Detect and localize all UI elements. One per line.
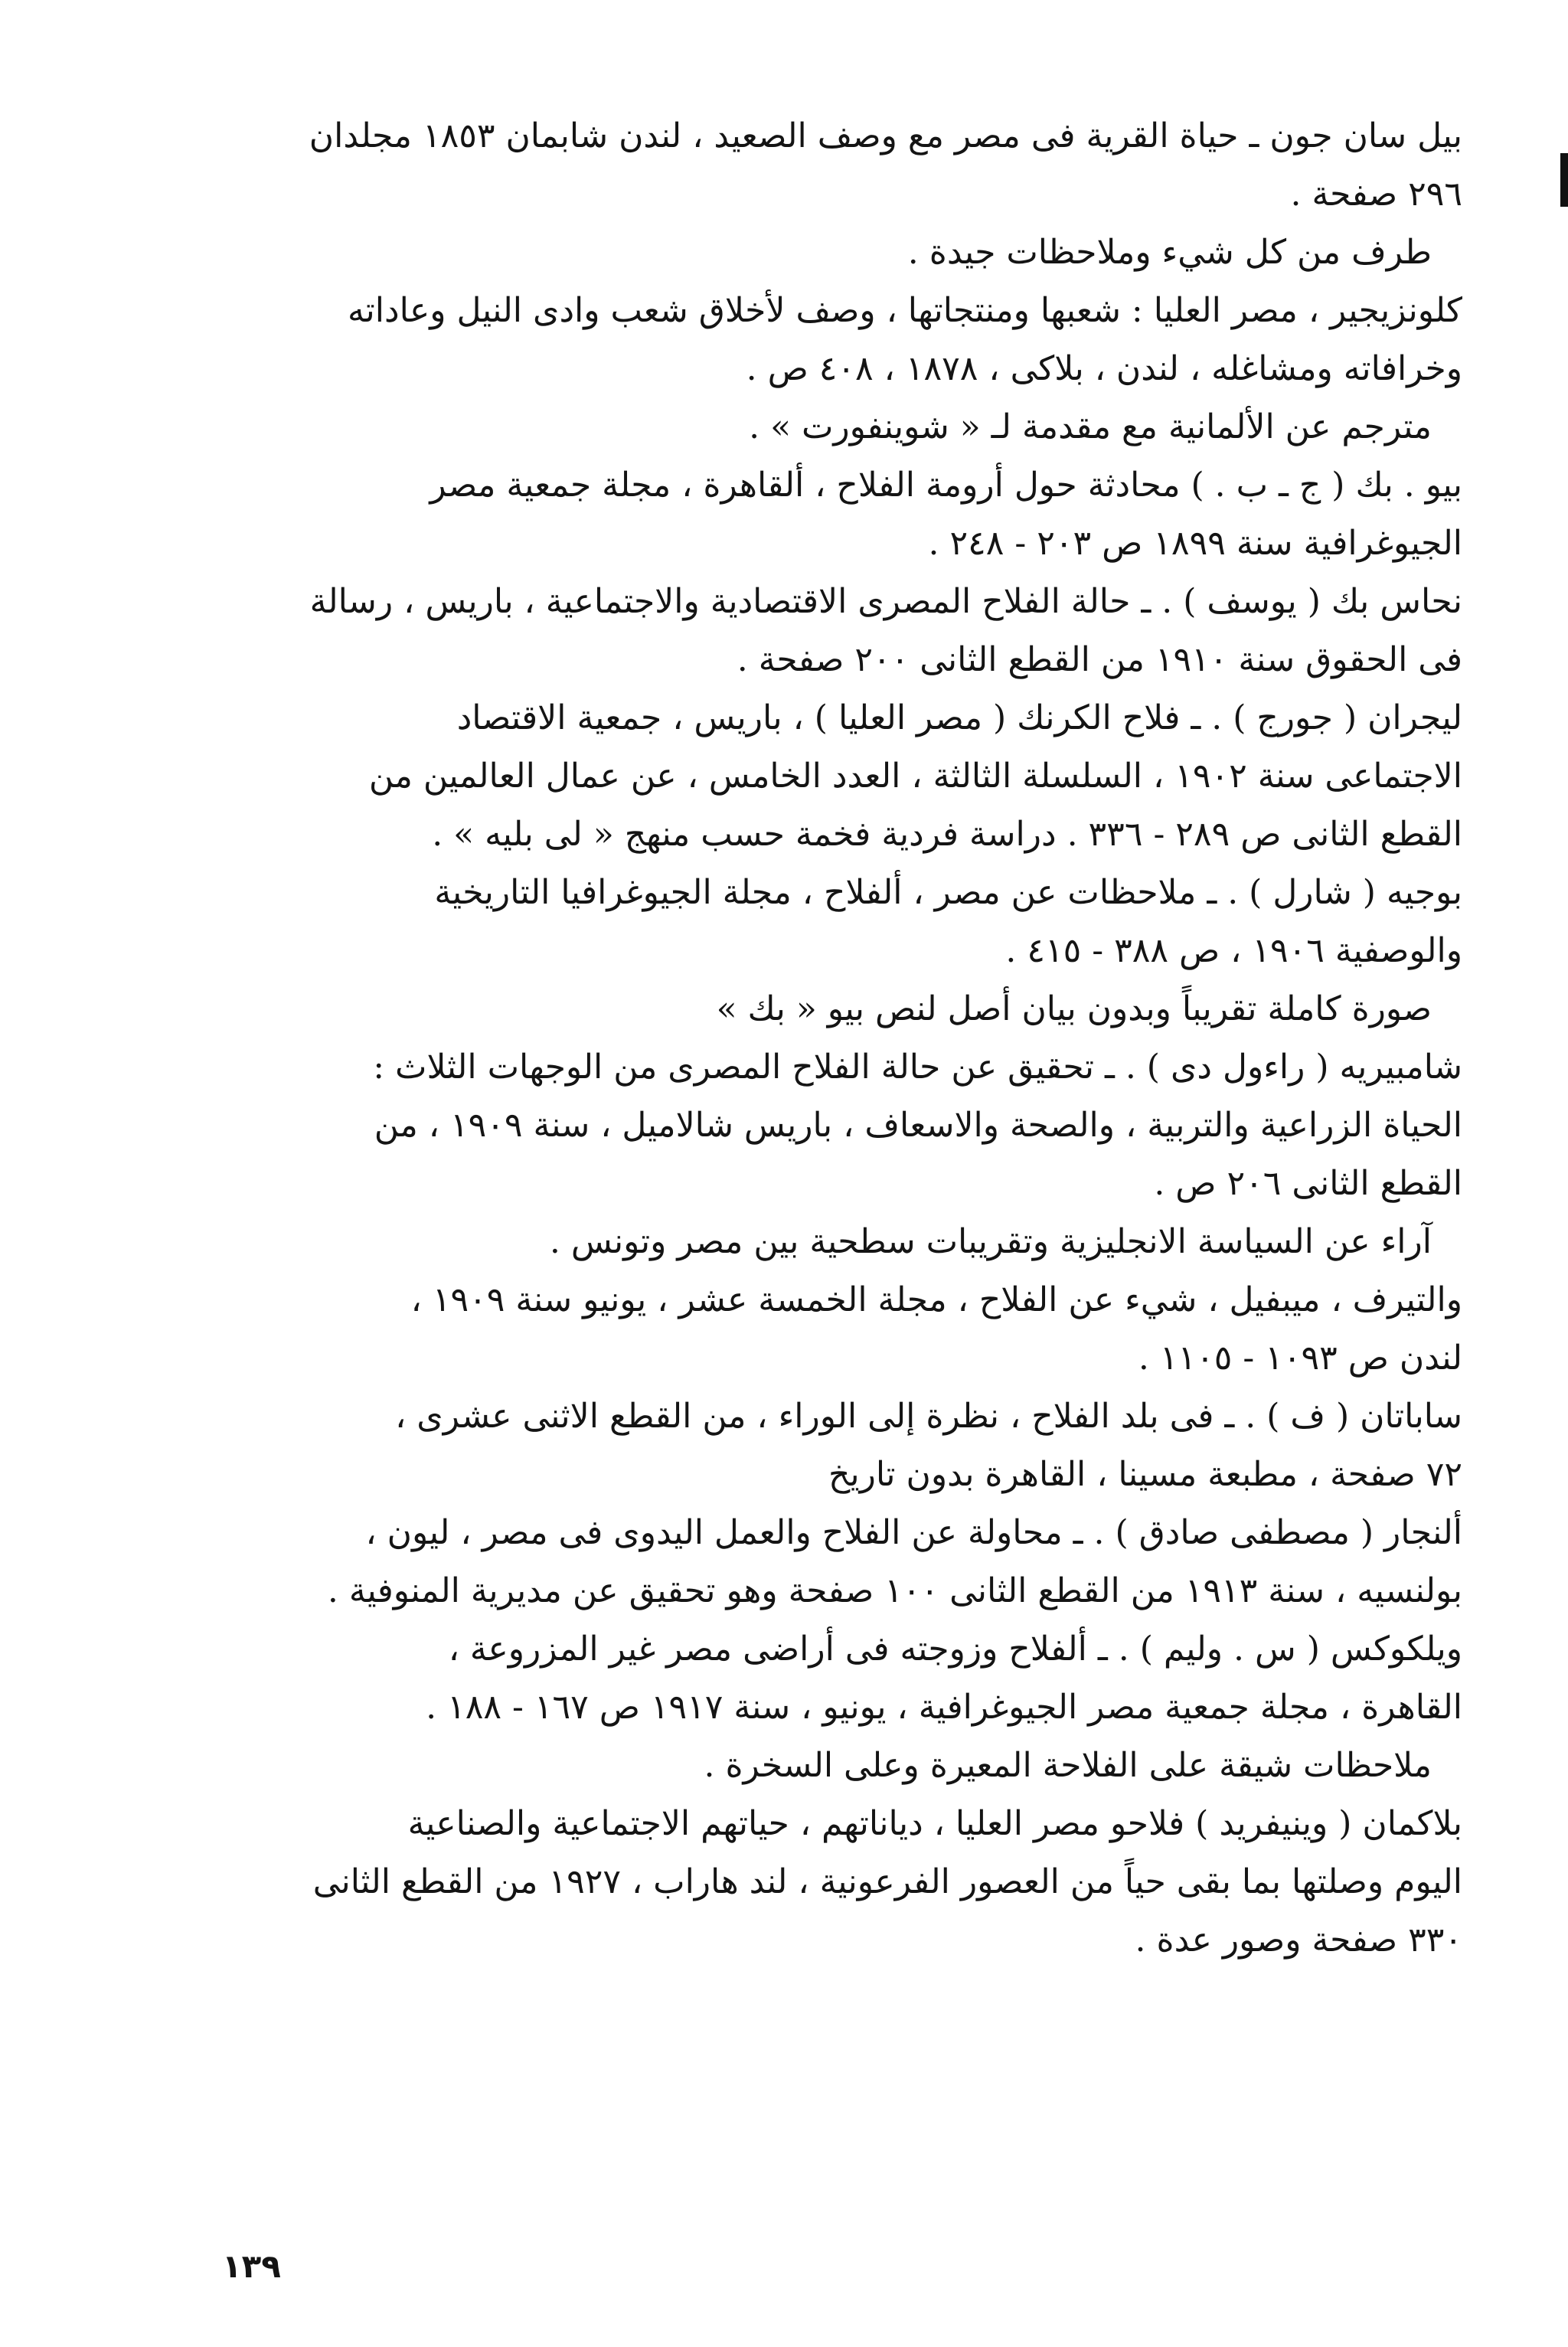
entry-line: بولنسيه ، سنة ١٩١٣ من القطع الثانى ١٠٠ صفحة وهو تحقيق عن مديرية المنوفية . [327,1571,1462,1610]
entry-line: الحياة الزراعية والتربية ، والصحة والاسعاف ، باريس شالاميل ، سنة ١٩٠٩ ، من [374,1106,1462,1145]
entry-line: بيو . بك ( ج ـ ب . ) محادثة حول أرومة الفلاح ، ألقاهرة ، مجلة جمعية مصر [430,466,1462,505]
entry-line: بيل سان جون ـ حياة القرية فى مصر مع وصف الصعيد ، لندن شابمان ١٨٥٣ مجلدان [309,116,1462,155]
bibliography-entry [168,1620,1462,1737]
entry-note: طرف من كل شيء وملاحظات جيدة . [907,233,1432,272]
bibliography-entry [168,1271,1462,1388]
bibliography-entry [168,1388,1462,1504]
entry-line: لندن ص ١٠٩٣ - ١١٠٥ . [1138,1339,1462,1378]
entry-line: القاهرة ، مجلة جمعية مصر الجيوغرافية ، يونيو ، سنة ١٩١٧ ص ١٦٧ - ١٨٨ . [426,1688,1462,1727]
bibliography-entry [168,107,1462,224]
entry-line: وخرافاته ومشاغله ، لندن ، بلاكى ، ١٨٧٨ ، ٤٠٨ ص . [746,349,1462,388]
entry-line: والوصفية ١٩٠٦ ، ص ٣٨٨ - ٤١٥ . [1005,931,1462,970]
bibliography-entry [168,573,1462,689]
margin-mark [1560,153,1568,207]
entry-line: نحاس بك ( يوسف ) . ـ حالة الفلاح المصرى الاقتصادية والاجتماعية ، باريس ، رسالة [309,582,1462,621]
entry-line: كلونزيجير ، مصر العليا : شعبها ومنتجاتها ، وصف لأخلاق شعب وادى النيل وعاداته [347,291,1462,330]
bibliography-entry [168,1038,1462,1213]
entry-line: والتيرف ، ميبفيل ، شيء عن الفلاح ، مجلة الخمسة عشر ، يونيو سنة ١٩٠٩ ، [410,1280,1462,1319]
bibliography-entry [168,1504,1462,1620]
entry-note: ملاحظات شيقة على الفلاحة المعيرة وعلى السخرة . [704,1746,1432,1785]
bibliography-entry [168,282,1462,398]
entry-line: اليوم وصلتها بما بقى حياً من العصور الفرعونية ، لند هاراب ، ١٩٢٧ من القطع الثانى [312,1862,1462,1901]
entry-line: بلاكمان ( وينيفريد ) فلاحو مصر العليا ، دياناتهم ، حياتهم الاجتماعية والصناعية [407,1804,1462,1843]
bibliography-entry [168,456,1462,573]
entry-line: ٣٣٠ صفحة وصور عدة . [1135,1920,1462,1960]
document-page [168,107,1462,2221]
page-number: ١٣٩ [222,2247,281,2285]
entry-line: القطع الثانى ص ٢٨٩ - ٣٣٦ . دراسة فردية فخمة حسب منهج « لى بليه » . [432,815,1462,854]
entry-line: ساباتان ( ف ) . ـ فى بلد الفلاح ، نظرة إلى الوراء ، من القطع الاثنى عشرى ، [395,1397,1462,1436]
bibliography-entry [168,1795,1462,1969]
bibliography-entry [168,689,1462,864]
entry-note: آراء عن السياسة الانجليزية وتقريبات سطحية بين مصر وتونس . [549,1222,1432,1261]
entry-line: ألنجار ( مصطفى صادق ) . ـ محاولة عن الفلاح والعمل اليدوى فى مصر ، ليون ، [365,1513,1462,1552]
entry-line: الجيوغرافية سنة ١٨٩٩ ص ٢٠٣ - ٢٤٨ . [928,524,1462,563]
entry-line: ويلكوكس ( س . وليم ) . ـ ألفلاح وزوجته فى أراضى مصر غير المزروعة ، [448,1629,1462,1669]
entry-line: ٧٢ صفحة ، مطبعة مسينا ، القاهرة بدون تاريخ [828,1455,1462,1494]
entry-line: فى الحقوق سنة ١٩١٠ من القطع الثانى ٢٠٠ صفحة . [737,640,1462,679]
entry-note: صورة كاملة تقريباً وبدون بيان أصل لنص بيو « بك » [716,989,1432,1028]
entry-line: الاجتماعى سنة ١٩٠٢ ، السلسلة الثالثة ، العدد الخامس ، عن عمال العالمين من [368,757,1462,796]
entry-line: بوجيه ( شارل ) . ـ ملاحظات عن مصر ، ألفلاح ، مجلة الجيوغرافيا التاريخية [434,873,1462,912]
entry-line: القطع الثانى ٢٠٦ ص . [1154,1164,1462,1203]
entry-line: ليجران ( جورج ) . ـ فلاح الكرنك ( مصر العليا ) ، باريس ، جمعية الاقتصاد [456,698,1462,737]
bibliography-entry [168,864,1462,980]
entry-note: مترجم عن الألمانية مع مقدمة لـ « شوينفورت » . [749,407,1432,446]
entry-line: ٢٩٦ صفحة . [1290,175,1462,214]
entry-line: شامبيريه ( راءول دى ) . ـ تحقيق عن حالة الفلاح المصرى من الوجهات الثلاث : [373,1048,1462,1087]
